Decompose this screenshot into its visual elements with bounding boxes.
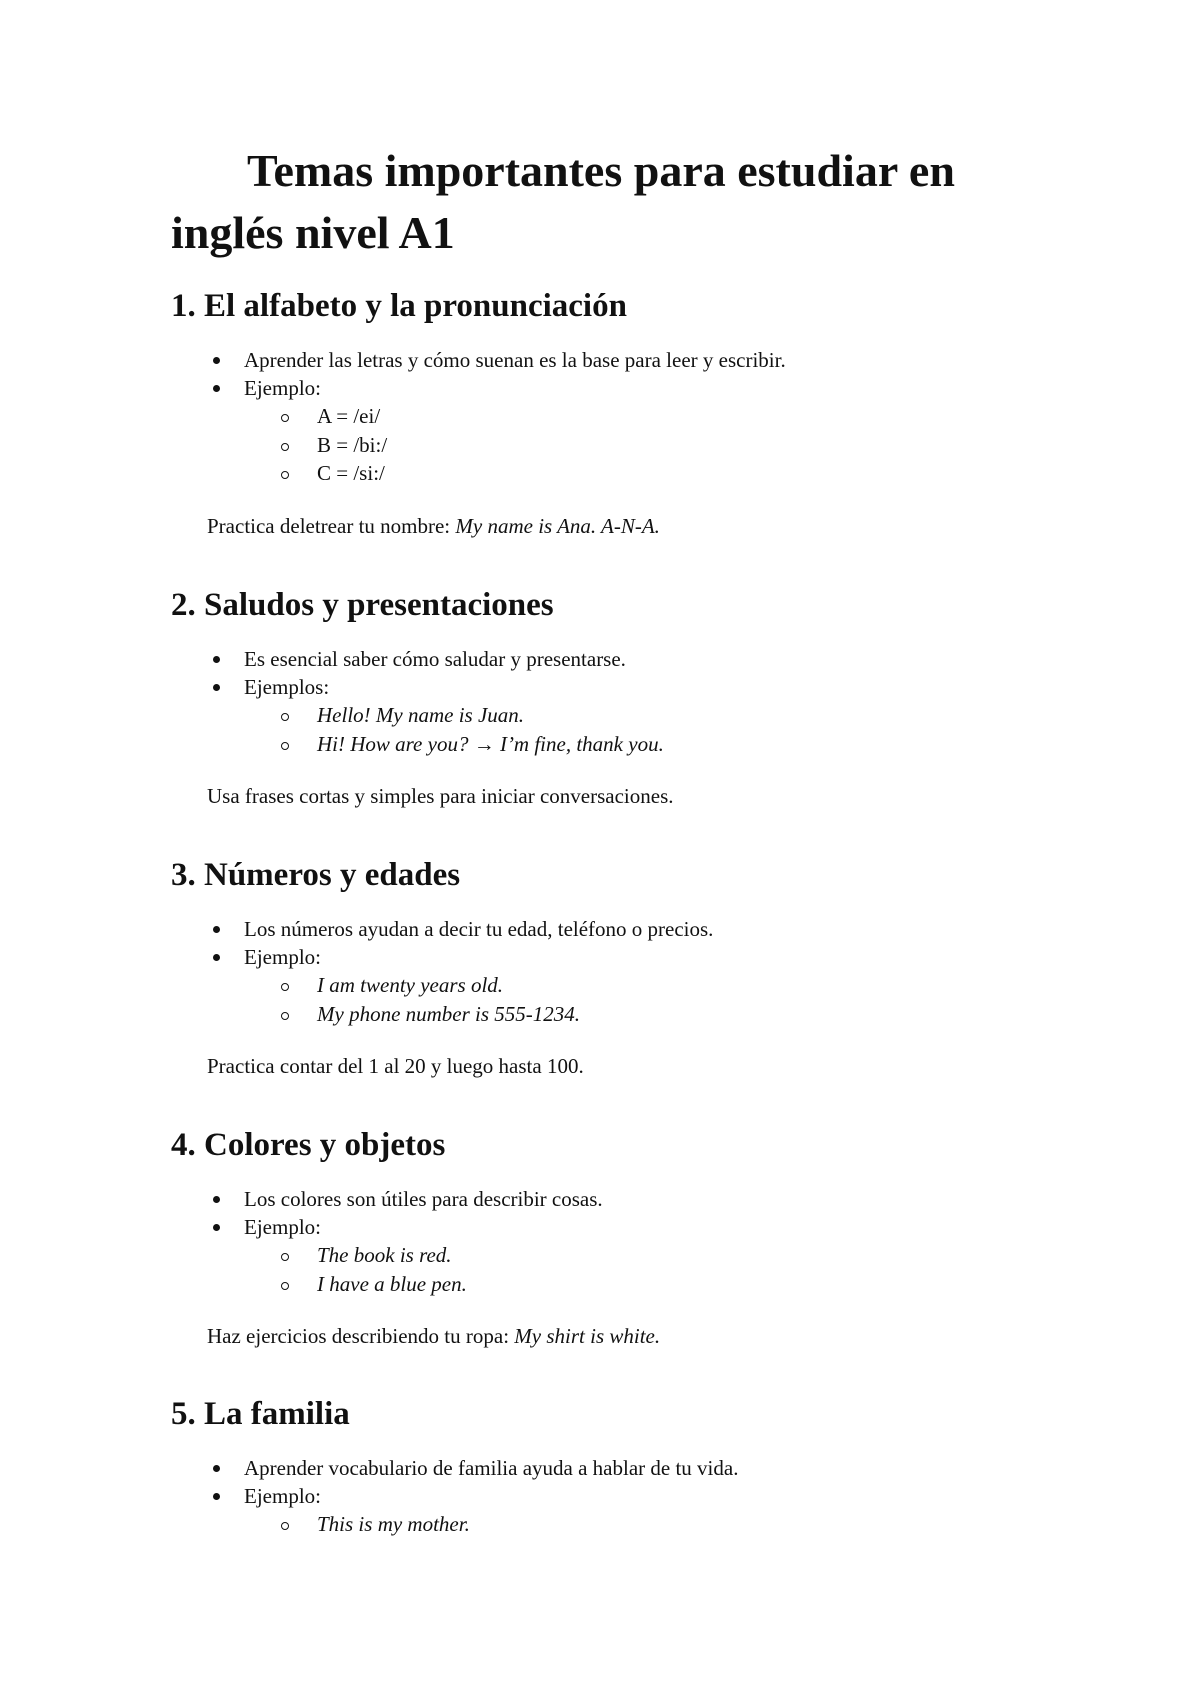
example-text: I have a blue pen. bbox=[317, 1271, 467, 1296]
list-item bbox=[171, 1185, 1071, 1213]
section-note bbox=[171, 512, 1071, 540]
example-text: Hello! My name is Juan. bbox=[317, 703, 525, 727]
bullet-icon bbox=[213, 954, 220, 961]
circle-bullet-icon bbox=[281, 983, 289, 991]
list-item-text: Los números ayudan a decir tu edad, teléfono o precios. bbox=[244, 917, 714, 941]
note-example: My shirt is white. bbox=[514, 1324, 661, 1348]
section-greetings bbox=[171, 585, 1071, 810]
example-item bbox=[171, 730, 1071, 759]
list-item-text: Aprender las letras y cómo suenan es la base para leer y escribir. bbox=[244, 348, 786, 372]
example-item bbox=[171, 1241, 1071, 1270]
bullet-icon bbox=[213, 1465, 220, 1472]
note-text: Practica contar del 1 al 20 y luego hasta 100. bbox=[207, 1054, 584, 1078]
section-heading: 1. El alfabeto y la pronunciación bbox=[171, 288, 627, 324]
bullet-icon bbox=[213, 1196, 220, 1203]
circle-bullet-icon bbox=[281, 1253, 289, 1261]
circle-bullet-icon bbox=[281, 1282, 289, 1290]
bullet-icon bbox=[213, 1493, 220, 1500]
bullet-icon bbox=[213, 385, 220, 392]
list-item bbox=[171, 943, 1071, 971]
list-item bbox=[171, 346, 1071, 374]
bullet-list bbox=[171, 346, 1071, 402]
example-text: I am twenty years old. bbox=[317, 973, 504, 997]
list-item-text: Es esencial saber cómo saludar y presentarse. bbox=[244, 647, 626, 671]
circle-bullet-icon bbox=[281, 414, 289, 422]
section-colors bbox=[171, 1125, 1071, 1350]
list-item bbox=[171, 374, 1071, 402]
example-text: A = /ei/ bbox=[317, 404, 381, 428]
bullet-list bbox=[171, 915, 1071, 971]
circle-bullet-icon bbox=[281, 742, 289, 750]
list-item bbox=[171, 1482, 1071, 1510]
example-text: Hi! How are you? → I’m fine, thank you. bbox=[317, 731, 664, 756]
section-note bbox=[171, 1052, 1071, 1080]
list-item-text: Ejemplo: bbox=[244, 1484, 321, 1508]
example-item bbox=[171, 431, 1071, 460]
list-item bbox=[171, 673, 1071, 701]
note-text: Practica deletrear tu nombre: bbox=[207, 513, 456, 538]
bullet-list bbox=[171, 1185, 1071, 1241]
section-heading: 5. La familia bbox=[171, 1396, 350, 1432]
bullet-list bbox=[171, 1454, 1071, 1510]
example-list bbox=[171, 1510, 1071, 1539]
circle-bullet-icon bbox=[281, 1012, 289, 1020]
circle-bullet-icon bbox=[281, 713, 289, 721]
list-item bbox=[171, 1213, 1071, 1241]
example-item bbox=[171, 971, 1071, 1000]
example-item bbox=[171, 402, 1071, 431]
example-item bbox=[171, 1000, 1071, 1029]
bullet-icon bbox=[213, 684, 220, 691]
example-list bbox=[171, 971, 1071, 1028]
example-text: B = /bi:/ bbox=[317, 432, 388, 457]
section-heading: 4. Colores y objetos bbox=[171, 1127, 446, 1163]
section-alphabet bbox=[171, 286, 1071, 540]
list-item-text: Aprender vocabulario de familia ayuda a hablar de tu vida. bbox=[244, 1456, 739, 1480]
example-text: The book is red. bbox=[317, 1243, 452, 1267]
circle-bullet-icon bbox=[281, 471, 289, 479]
example-item bbox=[171, 701, 1071, 730]
example-item bbox=[171, 1270, 1071, 1299]
list-item-text: Ejemplo: bbox=[244, 1215, 321, 1239]
example-item bbox=[171, 459, 1071, 488]
bullet-icon bbox=[213, 1224, 220, 1231]
example-list bbox=[171, 701, 1071, 758]
note-example: My name is Ana. A-N-A. bbox=[455, 513, 660, 538]
example-text: My phone number is 555-1234. bbox=[317, 1001, 581, 1026]
section-note bbox=[171, 782, 1071, 810]
example-list bbox=[171, 1241, 1071, 1298]
example-item bbox=[171, 1510, 1071, 1539]
section-heading: 2. Saludos y presentaciones bbox=[171, 587, 554, 623]
section-numbers bbox=[171, 855, 1071, 1080]
list-item-text: Los colores son útiles para describir cosas. bbox=[244, 1187, 603, 1211]
bullet-icon bbox=[213, 926, 220, 933]
section-family bbox=[171, 1394, 1071, 1539]
circle-bullet-icon bbox=[281, 443, 289, 451]
section-note bbox=[171, 1322, 1071, 1350]
note-text: Haz ejercicios describiendo tu ropa: bbox=[207, 1324, 515, 1348]
list-item-text: Ejemplo: bbox=[244, 945, 321, 969]
list-item bbox=[171, 645, 1071, 673]
list-item-text: Ejemplos: bbox=[244, 675, 330, 699]
bullet-icon bbox=[213, 357, 220, 364]
list-item bbox=[171, 1454, 1071, 1482]
document-title: Temas importantes para estudiar en inglés nivel A1 bbox=[171, 145, 955, 258]
circle-bullet-icon bbox=[281, 1522, 289, 1530]
section-heading: 3. Números y edades bbox=[171, 857, 461, 893]
note-text: Usa frases cortas y simples para iniciar conversaciones. bbox=[207, 784, 674, 808]
list-item-text: Ejemplo: bbox=[244, 376, 321, 400]
example-list bbox=[171, 402, 1071, 488]
list-item bbox=[171, 915, 1071, 943]
example-text: This is my mother. bbox=[317, 1512, 470, 1536]
bullet-icon bbox=[213, 656, 220, 663]
bullet-list bbox=[171, 645, 1071, 701]
example-text: C = /si:/ bbox=[317, 461, 385, 485]
